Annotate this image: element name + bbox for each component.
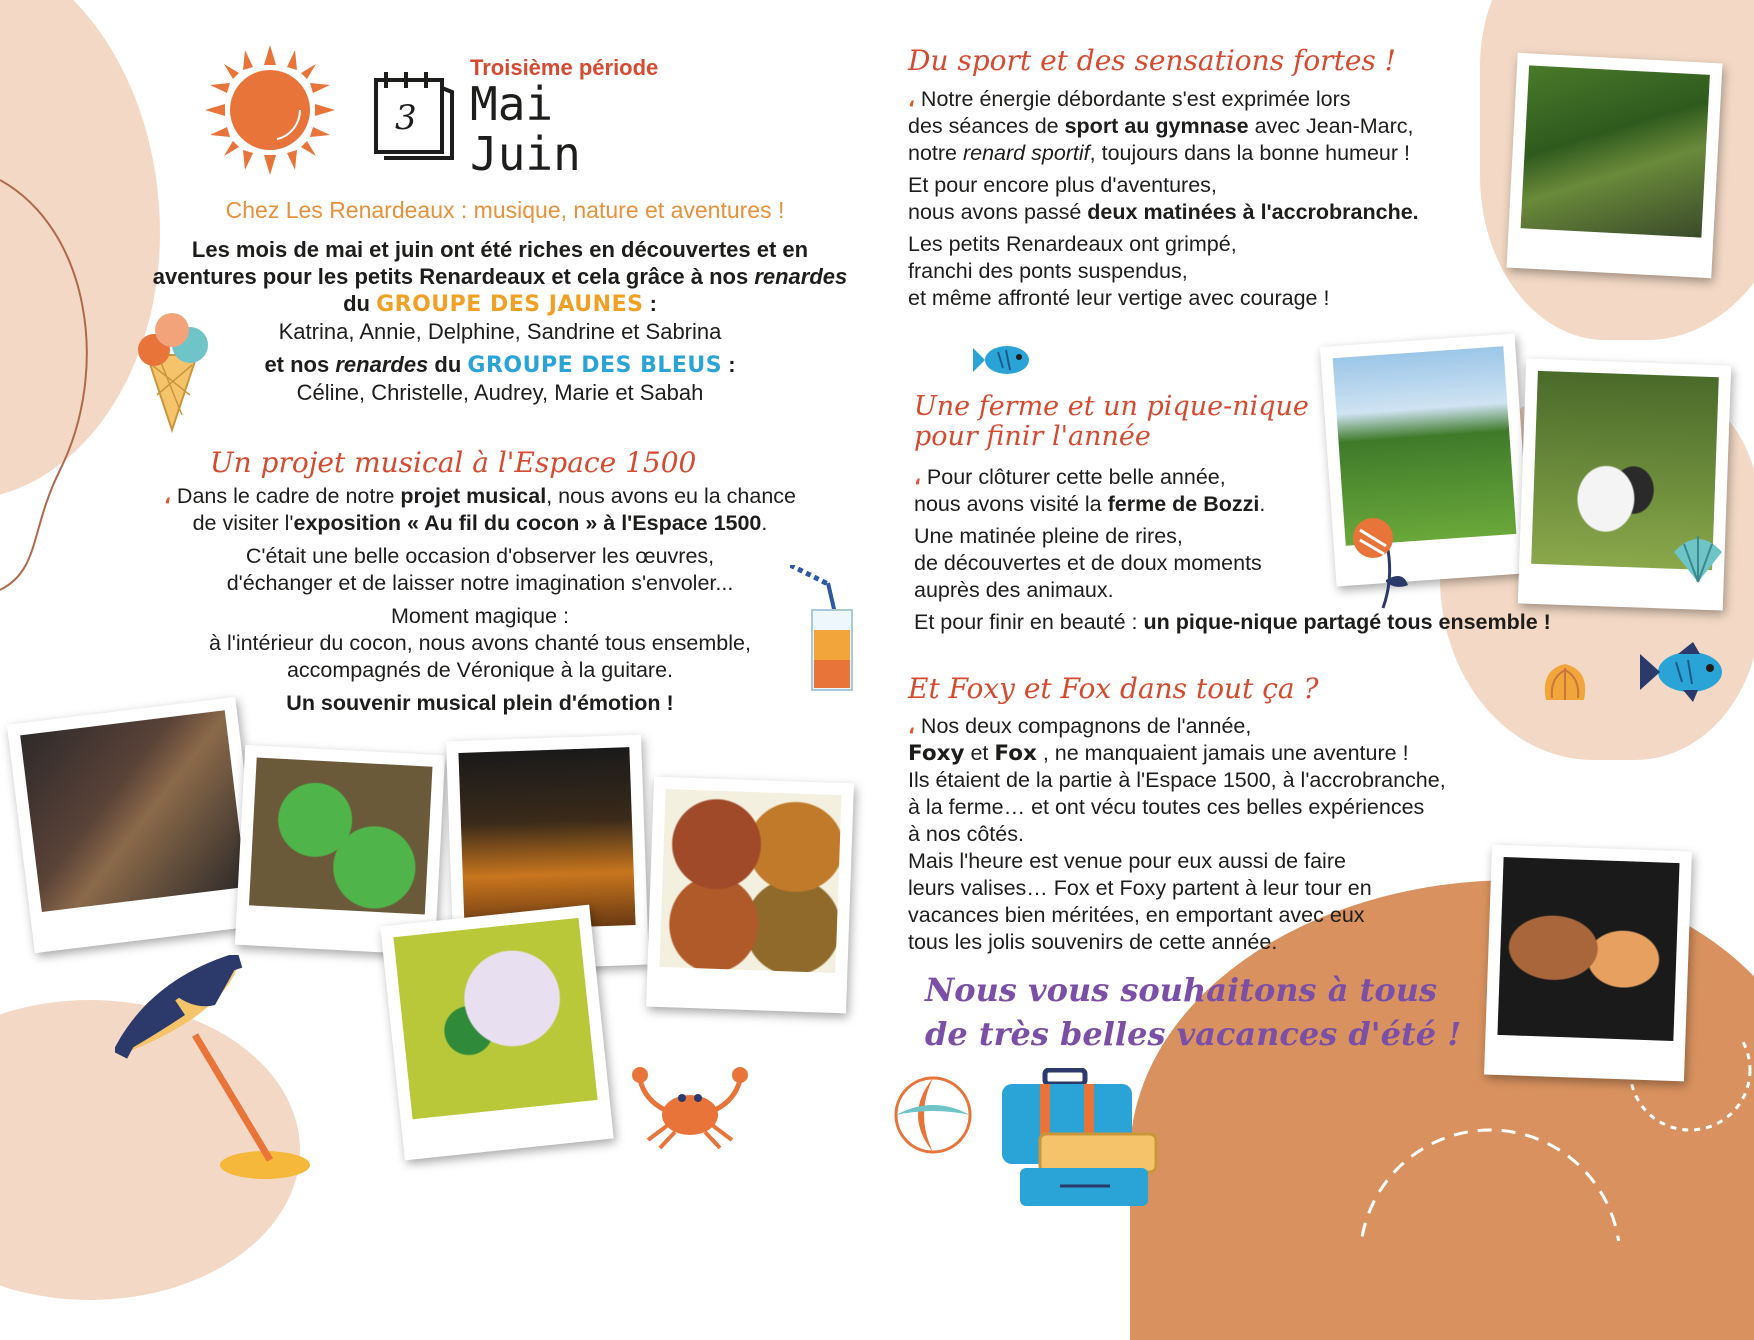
crab-icon (630, 1060, 750, 1150)
suitcase-icon (1000, 1068, 1160, 1208)
shell-icon (1540, 660, 1590, 705)
names-blue: Céline, Christelle, Audrey, Marie et Sabah (296, 380, 704, 405)
photo-hands (380, 905, 613, 1161)
music-title: Un projet musical à l'Espace 1500 (210, 446, 697, 479)
shell-icon (1670, 530, 1726, 586)
fish-icon (1638, 640, 1733, 705)
ice-cream-icon (132, 305, 212, 435)
intro-block: Les mois de mai et juin ont été riches en découvertes et en aventures pour les petits Renardeaux et cela grâce à nos renardes du GROUPE DES JAUNES : Katrina, Annie, Delphine, Sandrine et Sabrina et nos renardes du GROUPE DES BLEUS : Céline, Christelle, Audrey, Marie et Sabah (110, 236, 890, 406)
group-yellow: GROUPE DES JAUNES (376, 292, 644, 317)
month-juin: Juin (470, 127, 581, 181)
photo-accrobranche (1507, 53, 1723, 278)
group-blue: GROUPE DES BLEUS (467, 353, 723, 378)
closing-message: Nous vous souhaitons à tous de très belles vacances d'été ! (925, 971, 1462, 1053)
umbrella-icon (115, 955, 315, 1185)
calendar-number: 3 (395, 98, 417, 138)
foxy-text: ، Nos deux compagnons de l'année, Foxy et Fox , ne manquaient jamais une aventure ! Ils étaient de la partie à l'Espace 1500, à l'accrobranche, à la ferme… et ont vécu toutes ces belles expériences à nos côtés. Mais l'heure est venue pour eux aussi de faire leurs valises… Fox et Foxy partent à leur tour en vacances bien méritées, en emportant avec eux tous les jolis souvenirs de cette année. (908, 714, 1446, 954)
sport-title: Du sport et des sensations fortes ! (908, 44, 1396, 77)
page-subtitle: Chez Les Renardeaux : musique, nature et aventures ! (225, 197, 785, 223)
photo-hedgehogs (646, 777, 854, 1014)
sport-text: ، Notre énergie débordante s'est exprimée lors des séances de sport au gymnase avec Jean-Marc, notre renard sportif, toujours dans la bonne humeur ! Et pour encore plus d'aventures, nous avons passé deux matinées à l'accrobranche. Les petits Renardeaux ont grimpé, franchi des ponts suspendus, et même affronté leur vertige avec courage ! (908, 87, 1419, 310)
sun-icon (205, 45, 335, 175)
foxy-title: Et Foxy et Fox dans tout ça ? (908, 672, 1319, 705)
beach-ball-icon (893, 1075, 973, 1155)
fish-icon (973, 340, 1035, 380)
names-yellow: Katrina, Annie, Delphine, Sandrine et Sabrina (278, 319, 722, 344)
music-text: ، Dans le cadre de notre projet musical, nous avons eu la chance de visiter l'exposition « Au fil du cocon » à l'Espace 1500. C'était une belle occasion d'observer les œuvres, d'échanger et de laisser notre imagination s'envoler... Moment magique : à l'intérieur du cocon, nous avons chanté tous ensemble, accompagnés de Véronique à la guitare. Un souvenir musical plein d'émotion ! (164, 484, 796, 715)
flower-icon (1348, 510, 1428, 610)
farm-title: Une ferme et un pique-nique pour finir l'année (914, 391, 1309, 452)
photo-foxy-fox (1484, 845, 1692, 1082)
photo-animal-collage (7, 697, 263, 953)
month-mai: Mai (470, 77, 554, 131)
farm-text: ، Pour clôturer cette belle année, nous avons visité la ferme de Bozzi. Une matinée pleine de rires, de découvertes et de doux moments auprès des animaux. Et pour finir en beauté : un pique-nique partagé tous ensemble ! (914, 465, 1551, 634)
period-label: Troisième période (470, 55, 659, 80)
drink-icon (790, 565, 870, 695)
